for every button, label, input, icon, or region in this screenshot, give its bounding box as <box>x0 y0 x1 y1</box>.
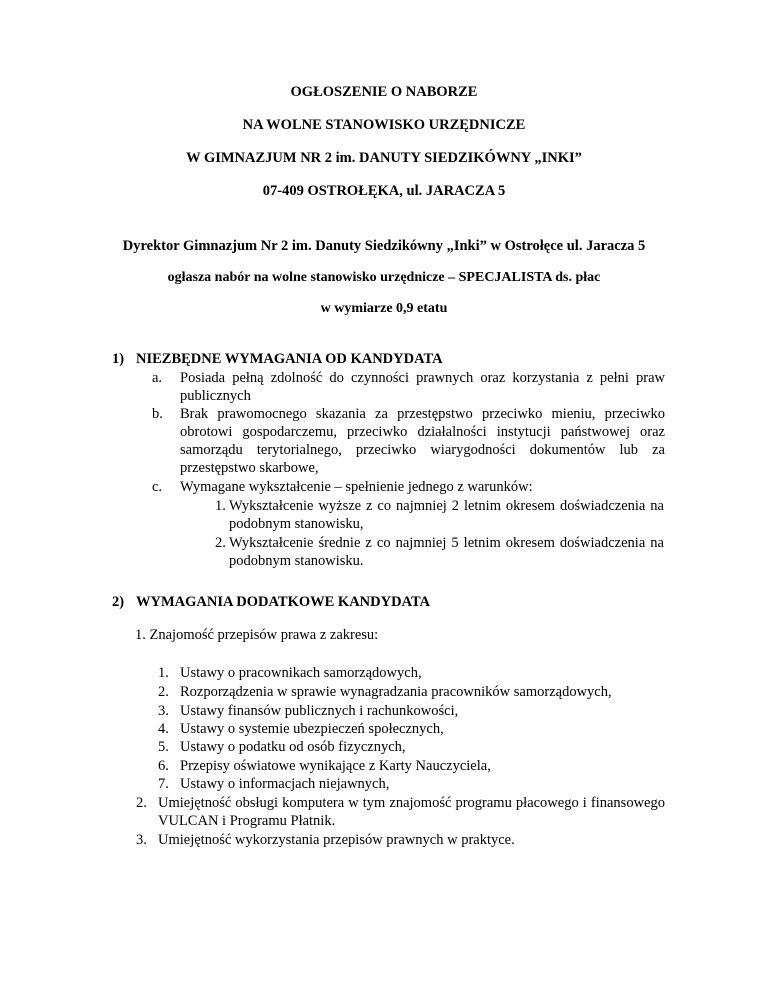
intro-line-2: ogłasza nabór na wolne stanowisko urzędnicze – SPECJALISTA ds. płac <box>167 270 601 285</box>
skill-item-2-text: Umiejętność obsługi komputera w tym znajomość programu płacowego i finansowego VULCAN i Programu Płatnik. <box>158 795 665 829</box>
title-line-2: NA WOLNE STANOWISKO URZĘDNICZE <box>242 117 526 133</box>
requirement-c-text: Wymagane wykształcenie – spełnienie jednego z warunków: <box>180 479 533 495</box>
title-line-4: 07-409 OSTROŁĘKA, ul. JARACZA 5 <box>262 183 506 199</box>
intro-line-1: Dyrektor Gimnazjum Nr 2 im. Danuty Siedzikówny „Inki” w Ostrołęce ul. Jaracza 5 <box>122 238 646 254</box>
requirement-c-label: c. <box>152 479 163 495</box>
law-item-1-label: 1. <box>158 665 169 681</box>
law-item-2-text: Rozporządzenia w sprawie wynagradzania pracowników samorządowych, <box>180 684 612 700</box>
requirement-a-text: Posiada pełną zdolność do czynności prawnych oraz korzystania z pełni praw publicznych <box>180 370 665 404</box>
title-line-1: OGŁOSZENIE O NABORZE <box>290 84 478 100</box>
law-item-2 <box>158 683 612 701</box>
section-1-heading <box>112 350 443 368</box>
law-item-5-text: Ustawy o podatku od osób fizycznych, <box>180 739 406 755</box>
skill-item-2 <box>136 794 665 830</box>
requirement-a <box>152 369 665 405</box>
requirement-c <box>152 478 665 496</box>
skill-item-2-label: 2. <box>136 795 147 811</box>
law-item-3 <box>158 702 459 720</box>
requirement-a-label: a. <box>152 370 163 386</box>
law-item-5 <box>158 738 406 756</box>
law-item-7 <box>158 775 390 793</box>
law-item-1-text: Ustawy o pracownikach samorządowych, <box>180 665 422 681</box>
education-option-1-text: Wykształcenie wyższe z co najmniej 2 letnim okresem doświadczenia na podobnym stanowisku, <box>229 498 664 532</box>
law-item-6-label: 6. <box>158 758 169 774</box>
education-option-2-label: 2. <box>215 535 226 551</box>
skill-item-3-text: Umiejętność wykorzystania przepisów prawnych w praktyce. <box>158 832 515 848</box>
law-item-4-text: Ustawy o systemie ubezpieczeń społecznych, <box>180 721 444 737</box>
education-option-2 <box>215 534 664 570</box>
intro-line-3: w wymiarze 0,9 etatu <box>320 301 448 316</box>
law-item-4 <box>158 720 444 738</box>
education-option-2-text: Wykształcenie średnie z co najmniej 5 letnim okresem doświadczenia na podobnym stanowisku. <box>229 535 664 569</box>
education-option-1-label: 1. <box>215 498 226 514</box>
section-1-title: NIEZBĘDNE WYMAGANIA OD KANDYDATA <box>136 351 443 367</box>
section-2-title: WYMAGANIA DODATKOWE KANDYDATA <box>136 594 431 610</box>
skill-item-3-label: 3. <box>136 832 147 848</box>
requirement-b-label: b. <box>152 406 163 422</box>
section-1-number: 1) <box>112 351 125 367</box>
law-item-7-text: Ustawy o informacjach niejawnych, <box>180 776 390 792</box>
law-item-6 <box>158 757 491 775</box>
skill-item-3 <box>136 831 665 849</box>
section-2-number: 2) <box>112 594 125 610</box>
law-item-3-label: 3. <box>158 703 169 719</box>
section-2-subheading: 1. Znajomość przepisów prawa z zakresu: <box>135 627 379 643</box>
requirement-b <box>152 405 665 477</box>
requirement-b-text: Brak prawomocnego skazania za przestępstwo przeciwko mieniu, przeciwko obrotowi gospodarczemu, przeciwko działalności instytucji państwowej oraz samorządu terytorialnego, przeciwko wiarygodności dokumentów lub za przestępstwo skarbowe, <box>180 406 665 476</box>
law-item-6-text: Przepisy oświatowe wynikające z Karty Nauczyciela, <box>180 758 491 774</box>
law-item-7-label: 7. <box>158 776 169 792</box>
law-item-3-text: Ustawy finansów publicznych i rachunkowości, <box>180 703 459 719</box>
law-item-1 <box>158 664 422 682</box>
title-line-3: W GIMNAZJUM NR 2 im. DANUTY SIEDZIKÓWNY „INKI” <box>186 150 582 166</box>
law-item-5-label: 5. <box>158 739 169 755</box>
law-item-2-label: 2. <box>158 684 169 700</box>
section-2-heading <box>112 593 430 611</box>
law-item-4-label: 4. <box>158 721 169 737</box>
education-option-1 <box>215 497 664 533</box>
